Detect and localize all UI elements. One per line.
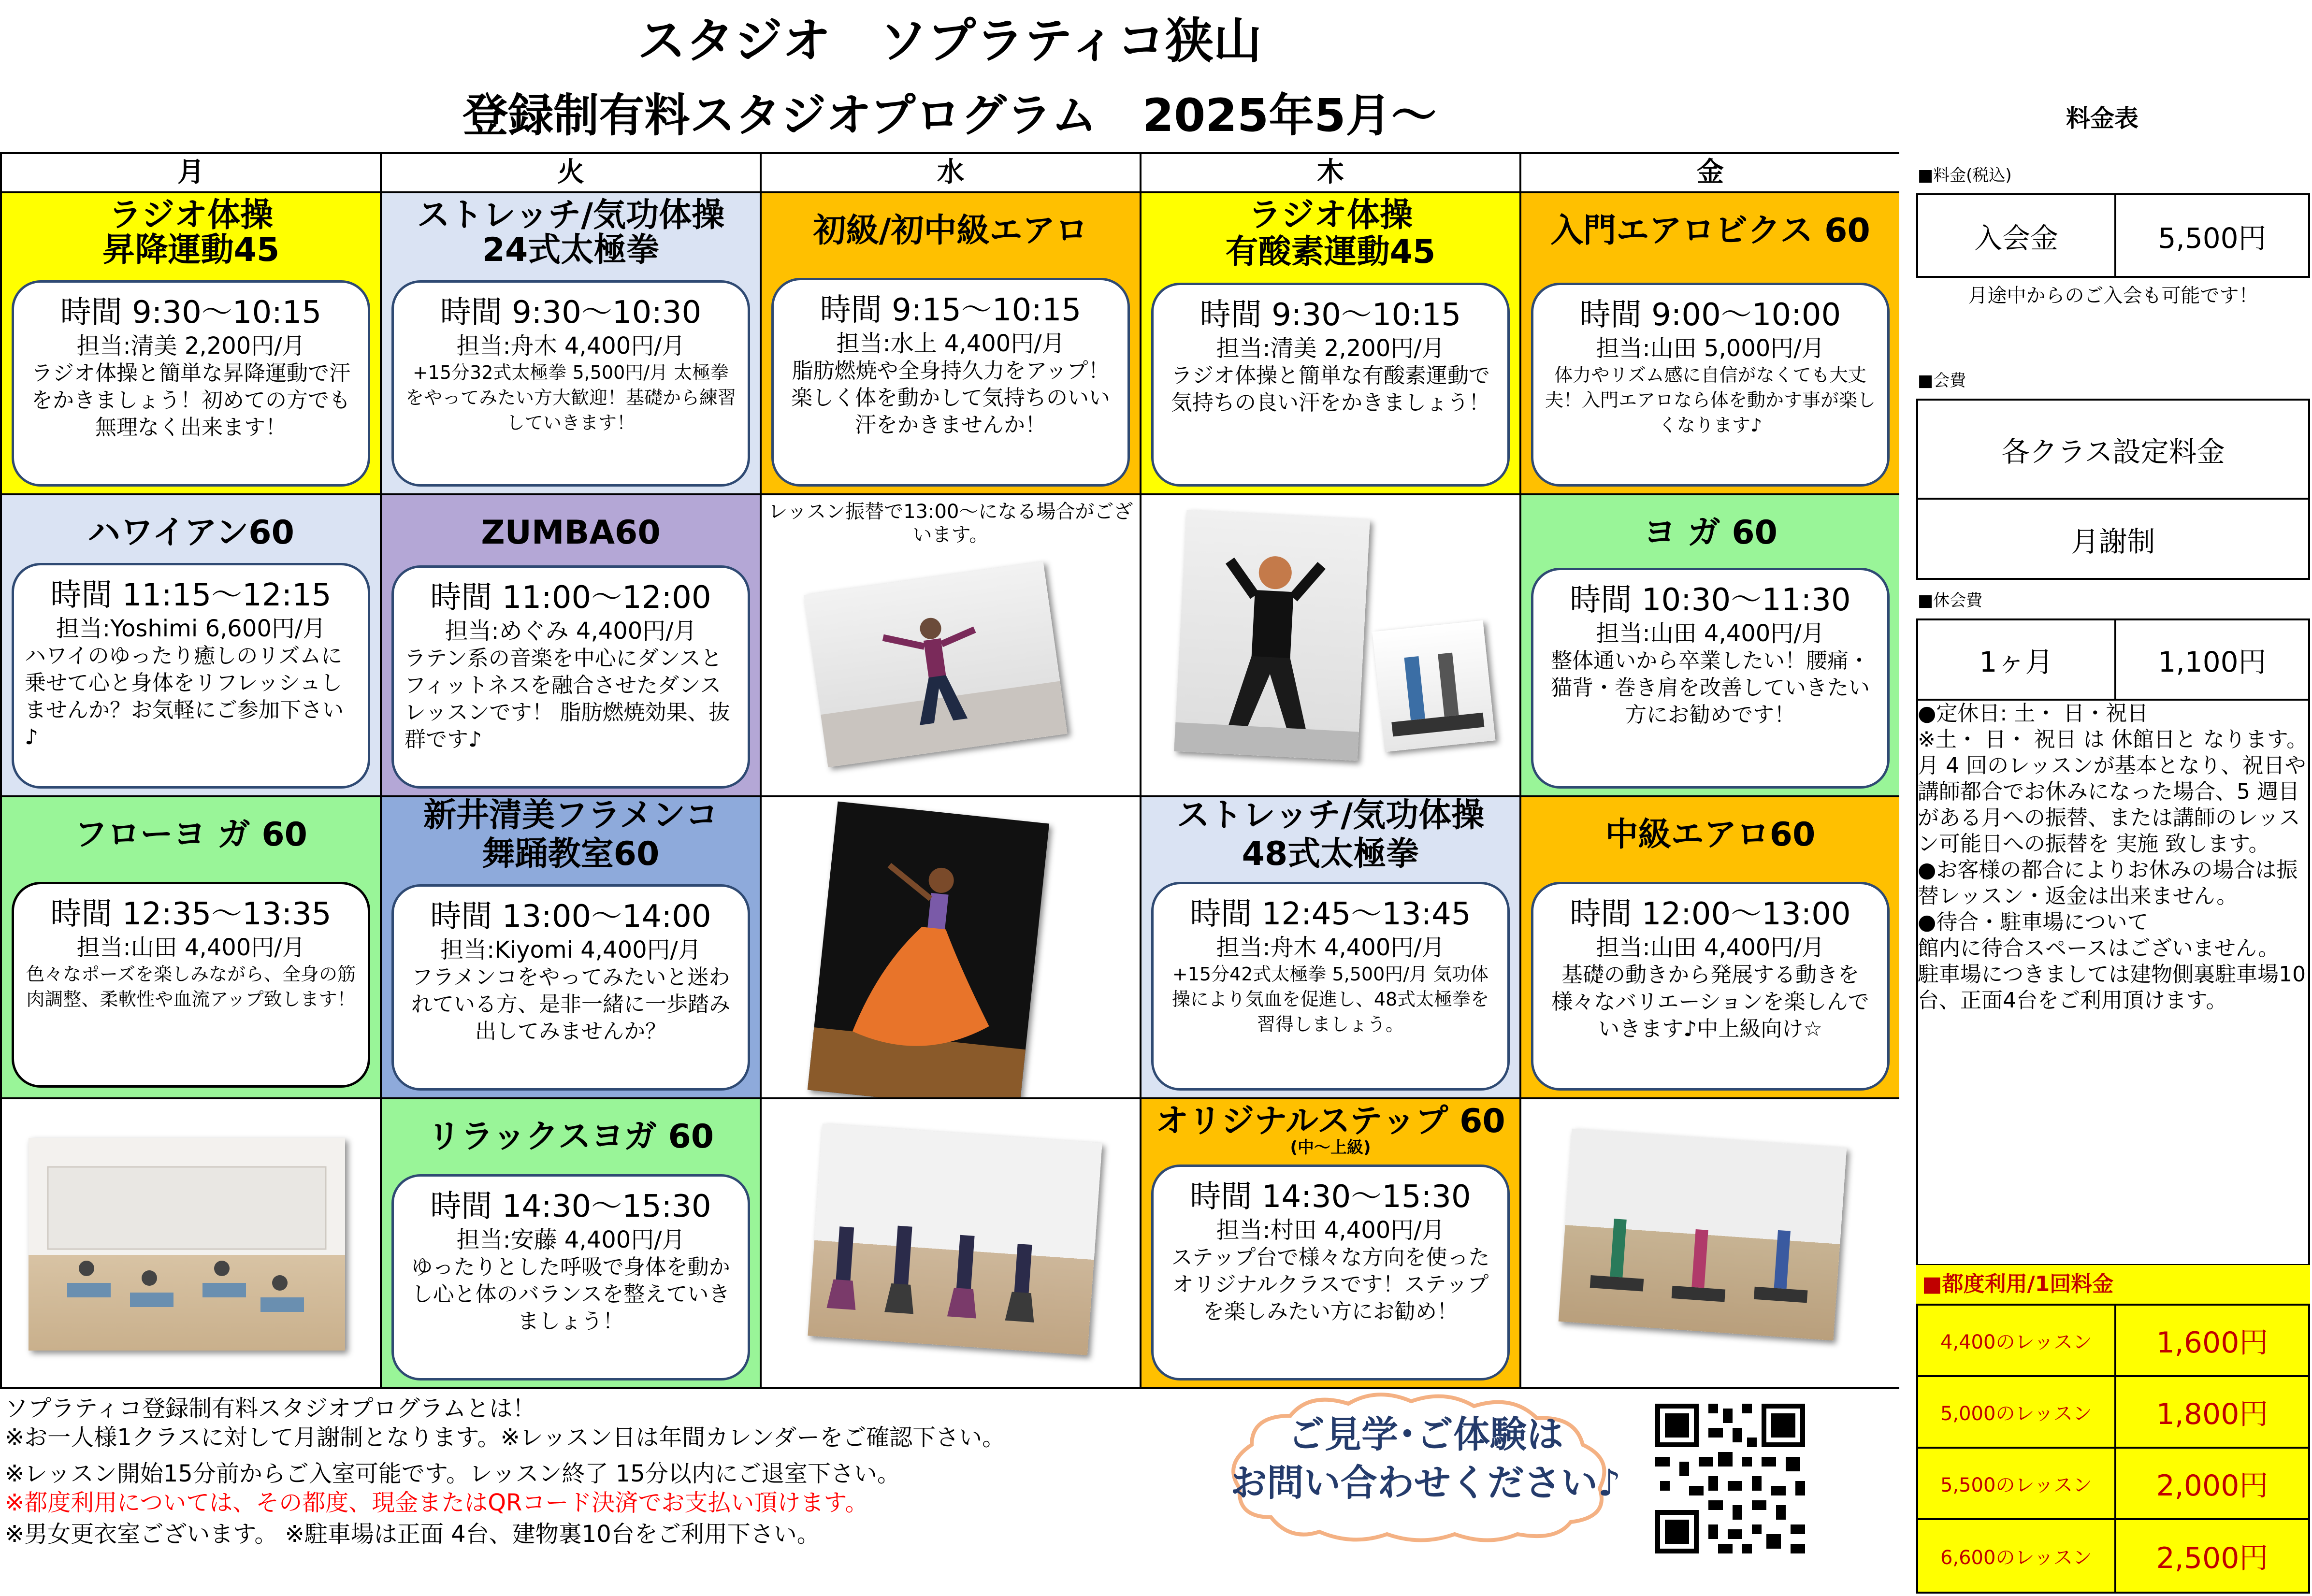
class-description: ステップ台で様々な方向を使ったオリジナルクラスです！ステップを楽しみたい方にお勧め！ [1171,1245,1490,1324]
class-teacher: 担当:山田 4,400円/月 [1596,620,1825,647]
class-time: 時間 11:00～12:00 [430,580,711,616]
class-description: ラテン系の音楽を中心にダンスとフィットネスを融合させたダンスレッスンです！ 脂肪燃焼効果、抜群です♪ [405,646,730,752]
class-title: ヨ ガ 60 [1643,514,1777,552]
class-cell-fri-mid-aerobics [1519,797,1899,1099]
class-info-box [12,280,370,487]
class-description: +15分42式太極拳 5,500円/月 気功体操により気血を促進し、48式太極拳を習得しましょう。 [1171,963,1489,1035]
reschedule-note: レッスン振替で13:00～になる場合がございます。 [768,501,1133,546]
class-teacher: 担当:Kiyomi 4,400円/月 [440,936,701,963]
class-title: ハワイアン60 [87,514,294,552]
class-cell-tue-flamenco [380,797,760,1099]
class-description: 体力やリズム感に自信がなくても大丈夫！入門エアロなら体を動かす事が楽しくなります♪ [1545,364,1876,436]
per-visit-fee-row [1918,1377,2308,1449]
leave-fee-label: ■休会費 [1918,591,1983,610]
class-info-box [391,1174,750,1380]
leave-fee-table [1916,618,2310,701]
page-subtitle: 登録制有料スタジオプログラム 2025年5月～ [462,89,1437,142]
studio-class-photo [29,1138,345,1351]
class-description: 脂肪燃焼や全身持久力をアップ！楽しく体を動かして気持ちのいい汗をかきませんか！ [791,359,1110,437]
class-time: 時間 9:15～10:15 [820,292,1082,328]
class-info-box [391,565,750,789]
class-description: 基礎の動きから発展する動きを様々なバリエーションを楽しんでいきます♪中上級向け☆ [1551,963,1869,1041]
class-level: (中～上級) [1290,1138,1371,1157]
class-teacher: 担当:村田 4,400円/月 [1216,1217,1445,1244]
class-teacher: 担当:舟木 4,400円/月 [456,332,685,359]
entry-note: 月途中からのご入会も可能です！ [1968,285,2258,307]
rule-line: ※土・ 日・ 祝日 は 休館日と なります。月 4 回のレッスンが基本となり、祝日や講師都合でお休みになった場合、5 週目がある月への振替、または講師のレッスン可能日への振替を 実施 致します。 [1918,727,2308,856]
class-info-box [771,278,1130,487]
day-header-mon: 月 [0,152,380,193]
flamenco-dancer-photo [808,802,1049,1099]
fee-table-title: 料金表 [2066,104,2139,132]
member-fee-type: 月謝制 [2071,525,2155,558]
class-title: ラジオ体操 [1248,196,1413,234]
class-title: オリジナルステップ 60 [1156,1102,1505,1140]
class-title: 入門エアロビクス 60 [1550,212,1870,250]
class-time: 時間 11:15～12:15 [50,577,332,613]
class-teacher: 担当:水上 4,400円/月 [836,330,1065,357]
class-time: 時間 12:35～13:35 [50,896,332,932]
rule-line: ●定休日: 土・ 日・祝日 [1918,701,2149,726]
class-teacher: 担当:清美 2,200円/月 [76,332,305,359]
class-title: ストレッチ/気功体操 [417,196,725,234]
member-fee-table [1916,399,2310,580]
class-title: 有酸素運動45 [1225,233,1436,271]
class-info-box [1151,1165,1510,1380]
per-visit-price: 2,000円 [2156,1469,2269,1503]
class-teacher: 担当:山田 4,400円/月 [1596,934,1825,961]
schedule-grid [0,152,1899,1389]
class-cell-tue-zumba [380,495,760,797]
class-time: 時間 9:00～10:00 [1579,297,1841,333]
footer-line: ※お一人様1クラスに対して月謝制となります。※レッスン日は年間カレンダーをご確認下さい。 [5,1424,1006,1451]
class-info-box [391,280,750,487]
class-teacher: 担当:山田 5,000円/月 [1596,335,1825,362]
class-cell-mon-radio-exercise [0,193,380,495]
step-class-group-photo [1559,1129,1847,1341]
taichi-photo [804,561,1067,767]
class-time: 時間 14:30～15:30 [1190,1179,1471,1215]
class-description: 整体通いから卒業したい！腰痛・猫背・巻き肩を改善していきたい方にお勧めです！ [1551,648,1870,727]
per-visit-price: 1,600円 [2156,1326,2269,1360]
class-info-box [1151,882,1510,1091]
class-teacher: 担当:めぐみ 4,400円/月 [445,618,697,645]
footer-line-payment: ※都度利用については、その都度、現金またはQRコード決済でお支払い頂けます。 [5,1489,868,1516]
class-time: 時間 13:00～14:00 [430,899,711,935]
dance-class-photo [808,1123,1102,1355]
class-teacher: 担当:安藤 4,400円/月 [456,1226,685,1253]
class-teacher: 担当:Yoshimi 6,600円/月 [56,615,326,642]
class-description: +15分32式太極拳 5,500円/月 太極拳をやってみたい方大歓迎！基礎から練習していきます！ [405,362,736,433]
rule-line: 館内に待合スペースはございません。 [1918,936,2280,961]
photo-cell-mon-studio [0,1099,380,1389]
class-cell-tue-relax-yoga [380,1099,760,1389]
qr-code-icon[interactable] [1650,1399,1810,1558]
class-description: フラメンコをやってみたいと迷われている方、是非一緒に一歩踏み出してみませんか？ [411,965,730,1044]
rules-text [1918,701,2309,1014]
day-header-tue: 火 [380,152,760,193]
class-title: 中級エアロ60 [1605,816,1816,854]
class-info-box [1151,283,1510,487]
class-title: リラックスヨガ 60 [427,1118,714,1156]
class-cell-wed-aerobics [760,193,1140,495]
class-title: ストレッチ/気功体操 [1176,797,1485,834]
class-time: 時間 9:30～10:30 [440,295,702,331]
leave-fee-value: 1,100円 [2158,646,2267,678]
class-time: 時間 9:30～10:15 [60,295,322,331]
class-cell-thu-original-step [1140,1099,1519,1389]
class-teacher: 担当:舟木 4,400円/月 [1216,934,1445,961]
member-fee-value: 各クラス設定料金 [1918,401,2308,500]
class-title: ZUMBA60 [481,514,661,552]
rule-line: ●お客様の都合によりお休みの場合は振替レッスン・返金は出来ません。 [1918,858,2298,908]
per-visit-lesson: 5,000のレッスン [1918,1377,2116,1447]
cloud-text-line: ご見学･ご体験は [1288,1413,1563,1456]
class-info-box [1531,568,1890,789]
class-cell-tue-stretch-taichi24 [380,193,760,495]
class-description: ハワイのゆったり癒しのリズムに乗せて心と身体をリフレッシュしませんか？お気軽にご参加下さい♪ [25,644,344,749]
photo-cell-wed-taichi [760,495,1140,797]
leave-fee-period: 1ヶ月 [1918,620,2116,699]
class-title: 新井清美フラメンコ [423,797,718,834]
fee-label: ■料金(税込) [1918,166,2012,185]
per-visit-lesson: 4,400のレッスン [1918,1306,2116,1375]
per-visit-fee-table [1916,1304,2310,1594]
class-info-box [1531,882,1890,1091]
day-header-wed: 水 [760,152,1140,193]
cloud-text-line: お問い合わせください♪ [1230,1461,1621,1504]
class-title: 昇降運動45 [102,231,280,269]
class-cell-mon-flow-yoga [0,797,380,1099]
class-title: フローヨ ガ 60 [74,816,307,854]
class-time: 時間 12:45～13:45 [1190,896,1471,932]
class-description: ラジオ体操と簡単な昇降運動で汗をかきましょう！初めての方でも無理なく出来ます！ [31,361,350,440]
step-class-photo [1373,620,1496,752]
class-description: 色々なポーズを楽しみながら、全身の筋肉調整、柔軟性や血流アップ致します！ [26,963,356,1010]
day-header-fri: 金 [1519,152,1899,193]
class-cell-thu-stretch-taichi48 [1140,797,1519,1099]
class-time: 時間 9:30～10:15 [1199,297,1461,333]
footer-line: ※男女更衣室ございます。 ※駐車場は正面 4台、建物裏10台をご利用下さい。 [5,1521,820,1548]
class-teacher: 担当:清美 2,200円/月 [1216,335,1445,362]
class-time: 時間 10:30～11:30 [1570,582,1851,618]
class-time: 時間 14:30～15:30 [430,1189,711,1224]
class-title: 48式太極拳 [1242,835,1419,873]
photo-cell-thu-instructor [1140,495,1519,797]
photo-cell-wed-dance-class [760,1099,1140,1389]
per-visit-price: 2,500円 [2156,1541,2269,1575]
class-title: 初級/初中級エアロ [813,212,1088,250]
per-visit-fee-row [1918,1520,2308,1592]
member-fee-label: ■会費 [1918,371,1966,390]
class-cell-thu-radio-aerobic [1140,193,1519,495]
class-info-box [12,882,370,1088]
class-info-box [12,563,370,789]
class-teacher: 担当:山田 4,400円/月 [76,934,305,961]
per-visit-fee-row [1918,1449,2308,1520]
class-cell-fri-yoga [1519,495,1899,797]
entry-fee-table [1916,193,2310,278]
rule-line: ●待合・駐車場について [1918,910,2149,935]
per-visit-fee-header: ■都度利用/1回料金 [1916,1265,2310,1304]
per-visit-lesson: 5,500のレッスン [1918,1449,2116,1518]
class-time: 時間 12:00～13:00 [1570,896,1851,932]
class-info-box [391,884,750,1091]
class-title: 24式太極拳 [482,231,660,269]
per-visit-lesson: 6,600のレッスン [1918,1520,2116,1592]
footer-line: ※レッスン開始15分前からご入室可能です。レッスン終了 15分以内にご退室下さい。 [5,1460,900,1487]
day-header-thu: 木 [1140,152,1519,193]
class-description: ゆったりとした呼吸で身体を動かし心と体のバランスを整えていきましょう！ [411,1255,730,1334]
class-info-box [1531,283,1890,487]
class-title: ラジオ体操 [108,196,273,234]
photo-cell-wed-flamenco [760,797,1140,1099]
per-visit-fee-row [1918,1306,2308,1377]
class-description: ラジオ体操と簡単な有酸素運動で気持ちの良い汗をかきましょう！ [1171,363,1490,415]
photo-cell-fri-step-class [1519,1099,1899,1389]
footer-line: ソプラティコ登録制有料スタジオプログラムとは！ [5,1395,536,1422]
class-cell-mon-hawaiian [0,495,380,797]
entry-fee-value: 5,500円 [2158,221,2267,255]
instructor-photo [1174,510,1370,761]
class-title: 舞踊教室60 [482,835,660,873]
page-title: スタジオ ソプラティコ狭山 [637,13,1262,69]
entry-fee-label: 入会金 [1918,195,2116,276]
class-cell-fri-intro-aerobics [1519,193,1899,495]
rule-line: 駐車場につきましては建物側裏駐車場10台、正面4台をご利用頂けます。 [1918,962,2306,1013]
per-visit-price: 1,800円 [2156,1397,2269,1431]
